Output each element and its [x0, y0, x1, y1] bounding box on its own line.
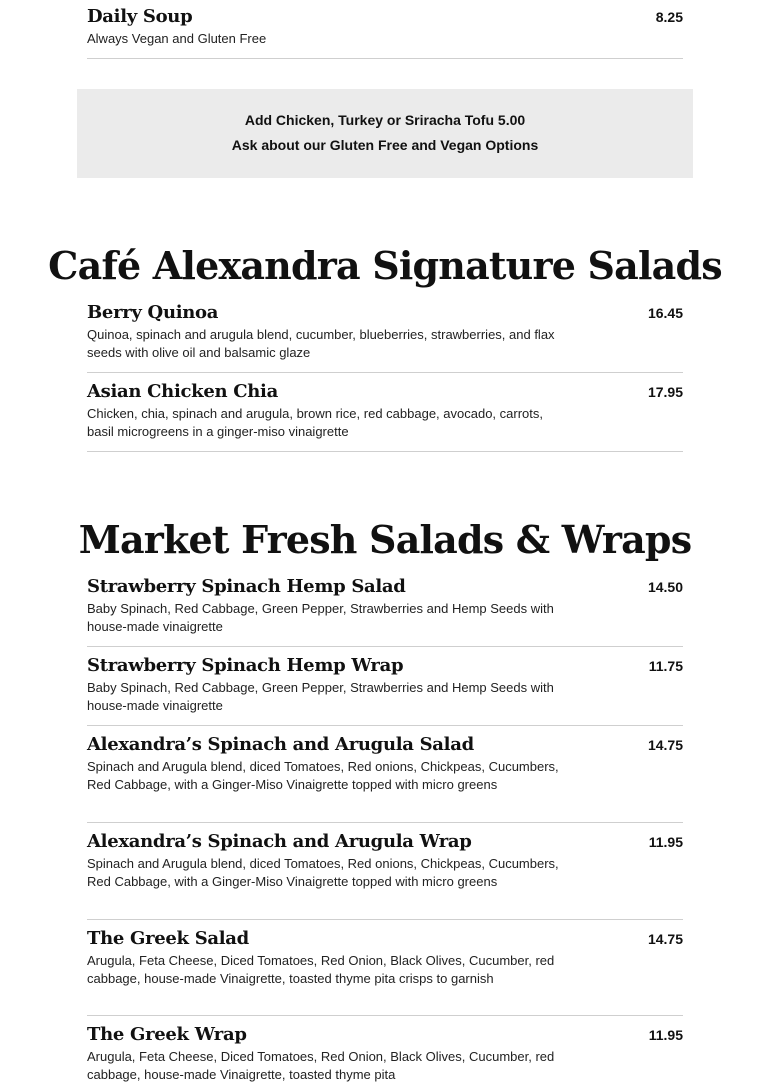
divider	[87, 919, 683, 920]
notice-add-protein: Add Chicken, Turkey or Sriracha Tofu 5.00	[244, 112, 526, 128]
divider	[87, 725, 683, 726]
menu-item	[87, 381, 683, 441]
item-description: Arugula, Feta Cheese, Diced Tomatoes, Red Onion, Black Olives, Cucumber, red cabbage, house-made Vinaigrette, toasted thyme pita crisps to garnish	[87, 953, 555, 986]
menu-item	[87, 831, 683, 891]
menu-item	[87, 576, 683, 636]
item-description: Always Vegan and Gluten Free	[87, 31, 267, 46]
menu-item-daily-soup	[87, 6, 683, 48]
item-description: Baby Spinach, Red Cabbage, Green Pepper, Strawberries and Hemp Seeds with house-made vinaigrette	[87, 601, 554, 634]
item-description: Spinach and Arugula blend, diced Tomatoes, Red onions, Chickpeas, Cucumbers, Red Cabbage, with a Ginger-Miso Vinaigrette topped with micro greens	[87, 856, 559, 889]
notice-dietary-options: Ask about our Gluten Free and Vegan Options	[231, 137, 539, 153]
item-description: Baby Spinach, Red Cabbage, Green Pepper, Strawberries and Hemp Seeds with house-made vinaigrette	[87, 680, 554, 713]
divider	[87, 1015, 683, 1016]
item-name: Strawberry Spinach Hemp Wrap	[87, 655, 404, 676]
divider	[87, 822, 683, 823]
item-description: Arugula, Feta Cheese, Diced Tomatoes, Red Onion, Black Olives, Cucumber, red cabbage, house-made Vinaigrette, toasted thyme pita	[87, 1049, 555, 1082]
item-description: Chicken, chia, spinach and arugula, brown rice, red cabbage, avocado, carrots, basil microgreens in a ginger-miso vinaigrette	[87, 406, 543, 439]
item-price: 17.95	[647, 384, 683, 400]
item-description: Spinach and Arugula blend, diced Tomatoes, Red onions, Chickpeas, Cucumbers, Red Cabbage, with a Ginger-Miso Vinaigrette topped with micro greens	[87, 759, 559, 792]
divider	[87, 58, 683, 59]
menu-item	[87, 1024, 683, 1084]
item-price: 11.95	[648, 834, 683, 850]
item-name: Daily Soup	[87, 6, 193, 27]
menu-item	[87, 655, 683, 715]
item-price: 8.25	[655, 9, 683, 25]
item-price: 14.75	[647, 931, 683, 947]
item-name: Alexandra’s Spinach and Arugula Wrap	[87, 831, 472, 852]
item-price: 14.75	[647, 737, 683, 753]
divider	[87, 451, 683, 452]
item-name: The Greek Wrap	[87, 1024, 247, 1045]
item-name: Strawberry Spinach Hemp Salad	[87, 576, 406, 597]
item-name: The Greek Salad	[87, 928, 249, 949]
item-price: 16.45	[647, 305, 683, 321]
divider	[87, 372, 683, 373]
notice-box	[77, 89, 693, 178]
item-price: 11.75	[648, 658, 683, 674]
item-description: Quinoa, spinach and arugula blend, cucumber, blueberries, strawberries, and flax seeds with olive oil and balsamic glaze	[87, 327, 555, 360]
item-price: 11.95	[648, 1027, 683, 1043]
item-price: 14.50	[647, 579, 683, 595]
item-name: Asian Chicken Chia	[87, 381, 278, 402]
menu-item	[87, 928, 683, 988]
item-name: Berry Quinoa	[87, 302, 219, 323]
divider	[87, 646, 683, 647]
menu-item	[87, 302, 683, 362]
section-title-signature: Café Alexandra Signature Salads	[48, 243, 722, 288]
section-title-market: Market Fresh Salads & Wraps	[78, 517, 692, 562]
item-name: Alexandra’s Spinach and Arugula Salad	[87, 734, 474, 755]
menu-item	[87, 734, 683, 794]
